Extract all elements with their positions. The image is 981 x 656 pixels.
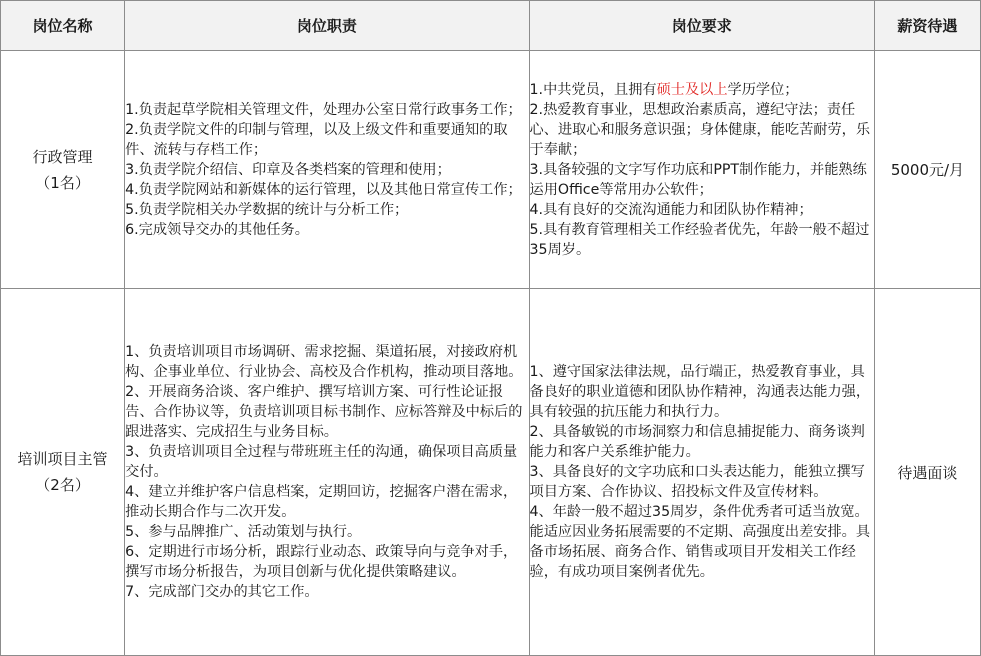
duties-cell (125, 289, 529, 656)
duties-cell (125, 51, 529, 289)
position-count: （2名） (35, 476, 90, 494)
position-cell (1, 51, 125, 289)
requirement-suffix: 学历学位； (727, 81, 799, 98)
duty-item: 6.完成领导交办的其他任务。 (125, 221, 309, 238)
salary-cell: 待遇面谈 (874, 289, 980, 656)
duty-item: 5.负责学院相关办学数据的统计与分析工作； (125, 201, 409, 218)
requirement-item: 1、遵守国家法律法规，品行端正，热爱教育事业，具备良好的职业道德和团队协作精神，沟通表达能力强，具有较强的抗压能力和执行力。 (529, 364, 871, 420)
requirement-item: 3、具备良好的文字功底和口头表达能力，能独立撰写项目方案、合作协议、招投标文件及宣传材料。 (529, 464, 865, 500)
degree-highlight: 硕士及以上 (656, 81, 728, 98)
duty-item: 6、定期进行市场分析，跟踪行业动态、政策导向与竞争对手，撰写市场分析报告，为项目创新与优化提供策略建议。 (125, 544, 518, 580)
requirement-item: 2.热爱教育事业，思想政治素质高，遵纪守法；责任心、进取心和服务意识强；身体健康，能吃苦耐劳，乐于奉献； (529, 101, 871, 158)
requirement-item: 3.具备较强的文字写作功底和PPT制作能力，并能熟练运用Office等常用办公软件； (529, 161, 867, 198)
position-name: 行政管理 (32, 147, 93, 166)
requirement-item: 4、年龄一般不超过35周岁，条件优秀者可适当放宽。能适应因业务拓展需要的不定期、高强度出差安排。具备市场拓展、商务合作、销售或项目开发相关工作经验，有成功项目案例者优先。 (529, 504, 871, 580)
duty-item: 1.负责起草学院相关管理文件，处理办公室日常行政事务工作； (125, 101, 522, 118)
duty-item: 4、建立并维护客户信息档案，定期回访，挖掘客户潜在需求，推动长期合作与二次开发。 (125, 484, 518, 520)
duty-item: 5、参与品牌推广、活动策划与执行。 (125, 524, 362, 540)
position-name: 培训项目主管 (17, 450, 108, 468)
header-position-name: 岗位名称 (1, 1, 125, 51)
duty-item: 4.负责学院网站和新媒体的运行管理，以及其他日常宣传工作； (125, 181, 522, 198)
duty-item: 1、负责培训项目市场调研、需求挖掘、渠道拓展，对接政府机构、企事业单位、行业协会、高校及合作机构，推动项目落地。 (125, 344, 523, 380)
position-count: （1名） (35, 173, 90, 192)
duty-item: 3.负责学院介绍信、印章及各类档案的管理和使用； (125, 161, 451, 178)
header-duties: 岗位职责 (125, 1, 529, 51)
requirement-item (530, 80, 874, 100)
header-salary: 薪资待遇 (874, 1, 980, 51)
requirements-cell (529, 51, 874, 289)
salary-cell: 5000元/月 (874, 51, 980, 289)
requirements-cell (529, 289, 874, 656)
header-row (1, 1, 981, 51)
duty-item: 2、开展商务洽谈、客户维护、撰写培训方案、可行性论证报告、合作协议等，负责培训项目标书制作、应标答辩及中标后的跟进落实、完成招生与业务目标。 (125, 384, 523, 440)
duty-item: 3、负责培训项目全过程与带班班主任的沟通，确保项目高质量交付。 (125, 444, 518, 480)
header-requirements: 岗位要求 (529, 1, 874, 51)
requirement-item: 5.具有教育管理相关工作经验者优先，年龄一般不超过35周岁。 (529, 221, 870, 258)
duty-item: 7、完成部门交办的其它工作。 (125, 584, 319, 600)
requirement-prefix: 1.中共党员，且拥有 (529, 81, 657, 98)
requirement-item: 2、具备敏锐的市场洞察力和信息捕捉能力、商务谈判能力和客户关系维护能力。 (529, 424, 865, 460)
requirement-item: 4.具有良好的交流沟通能力和团队协作精神； (529, 201, 813, 218)
table-row-admin (1, 51, 981, 289)
table-row-training (1, 289, 981, 656)
position-cell (1, 289, 125, 656)
duty-item: 2.负责学院文件的印制与管理，以及上级文件和重要通知的取件、流转与存档工作； (125, 121, 508, 158)
